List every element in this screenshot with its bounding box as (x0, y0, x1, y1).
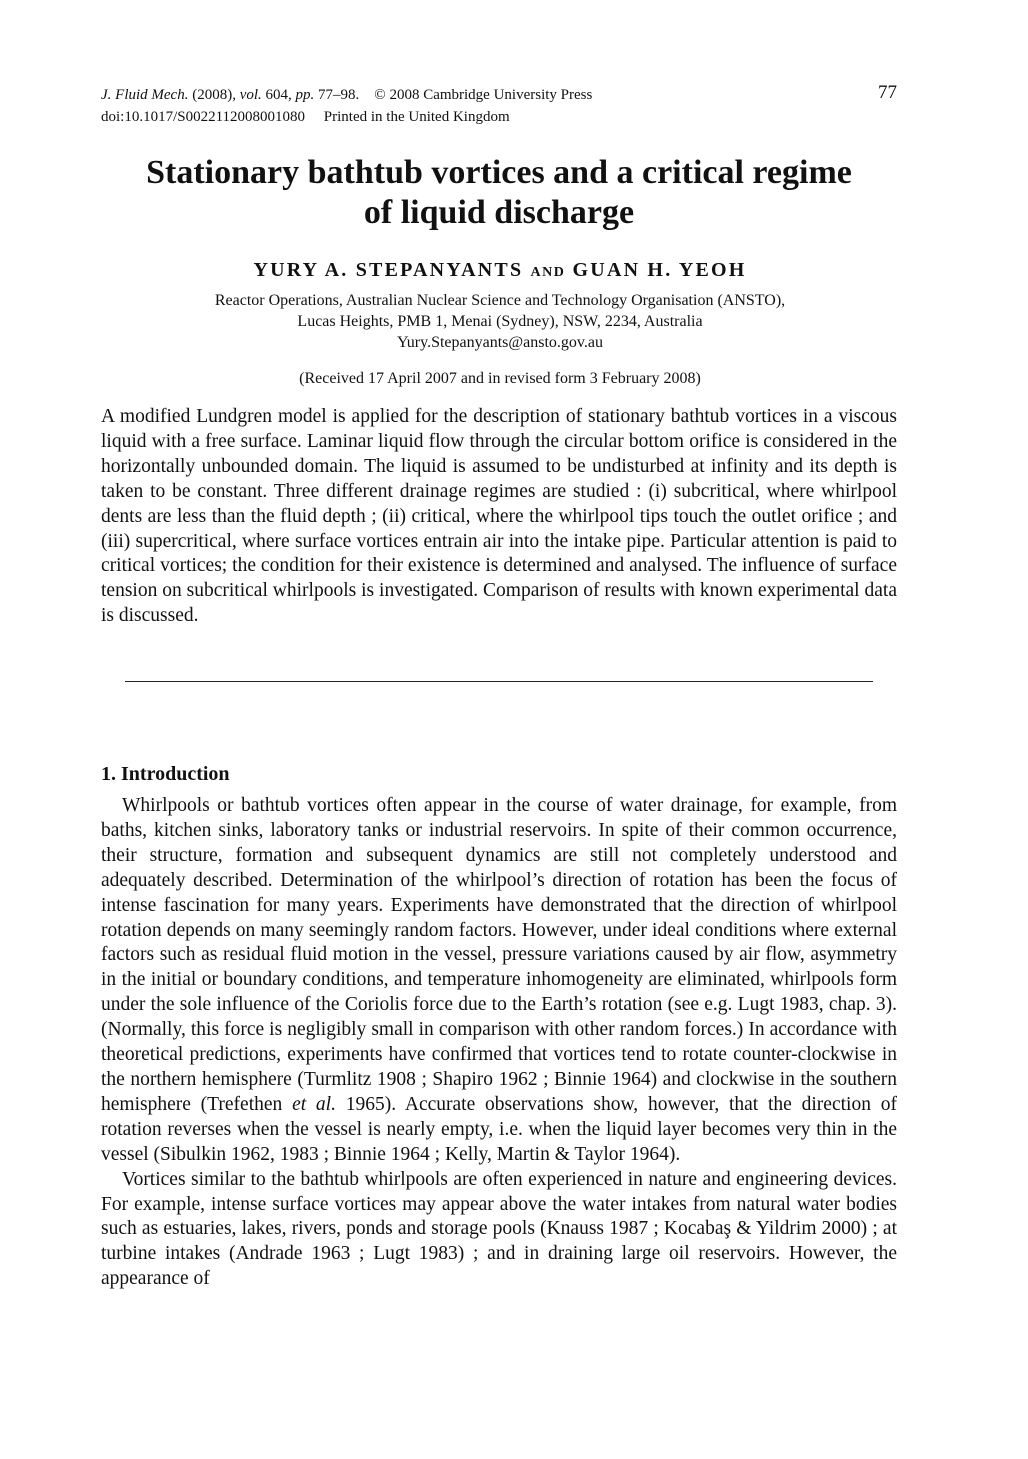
doi-line (101, 106, 899, 128)
paragraph-1-part-2: 1965). Accurate observations show, however, that the direction of rotation reverses when the vessel is nearly empty, i.e. when the liquid layer becomes very thin in the vessel (Sibulkin 1962, 1983 ; Binnie 1964 ; Kelly, Martin & Taylor 1964). (101, 1093, 897, 1165)
title-line-2: of liquid discharge (363, 194, 635, 231)
pp-label: pp. (295, 87, 315, 103)
vol-label: vol. (239, 87, 262, 103)
affiliation-line-2: Lucas Heights, PMB 1, Menai (Sydney), NSW, 2234, Australia (297, 313, 703, 330)
abstract: A modified Lundgren model is applied for the description of stationary bathtub vortices in a viscous liquid with a free surface. Laminar liquid flow through the circular bottom orifice is considered in the horizontally unbounded domain. The liquid is assumed to be undisturbed at infinity and its depth is taken to be constant. Three different drainage regimes are studied : (i) subcritical, where whirlpool dents are less than the fluid depth ; (ii) critical, where the whirlpool tips touch the outlet orifice ; and (iii) supercritical, where surface vortices entrain air into the intake pipe. Particular attention is paid to critical vortices; the condition for their existence is determined and analysed. The influence of surface tension on subcritical whirlpools is investigated. Comparison of results with known experimental data is discussed. (101, 406, 897, 627)
section-heading: 1. Introduction (101, 763, 230, 785)
paper-title (70, 153, 928, 233)
page-number: 77 (878, 82, 897, 103)
journal-header (101, 84, 899, 128)
abstract-divider (125, 681, 873, 682)
citation-line (101, 84, 899, 106)
authors-and: AND (530, 265, 566, 280)
paragraph-1 (101, 794, 897, 1168)
author-2: GUAN H. YEOH (572, 259, 747, 281)
author-1: YURY A. STEPANYANTS (253, 259, 524, 281)
volume: 604, (265, 87, 292, 103)
received-dates: (Received 17 April 2007 and in revised form 3 February 2008) (299, 370, 701, 387)
page-range: 77–98. (318, 87, 360, 103)
printed-note: Printed in the United Kingdom (323, 109, 510, 125)
author-email: Yury.Stepanyants@ansto.gov.au (397, 334, 603, 351)
journal-year: (2008), (192, 87, 236, 103)
paragraph-1-part-1: Whirlpools or bathtub vortices often appear in the course of water drainage, for example, from baths, kitchen sinks, laboratory tanks or industrial reservoirs. In spite of their common occurrence, their structure, formation and subsequent dynamics are still not completely understood and adequately described. Determination of the whirlpool’s direction of rotation has been the focus of intense fascination for many years. Experiments have demonstrated that the direction of whirlpool rotation depends on many seemingly random factors. However, under ideal conditions where external factors such as residual fluid motion in the vessel, pressure variations caused by air flow, asymmetry in the initial or boundary conditions, and temperature inhomogeneity are eliminated, whirlpools form under the sole influence of the Coriolis force due to the Earth’s rotation (see e.g. Lugt 1983, chap. 3). (Normally, this force is negligibly small in comparison with other random forces.) In accordance with theoretical predictions, experiments have confirmed that vortices tend to rotate counter-clockwise in the northern hemisphere (Turmlitz 1908 ; Shapiro 1962 ; Binnie 1964) and clockwise in the southern hemisphere (Trefethen (101, 795, 897, 1115)
journal-name: J. Fluid Mech. (101, 87, 189, 103)
body-text (101, 794, 897, 1292)
authors (0, 259, 1000, 282)
title-line-1: Stationary bathtub vortices and a critical regime (146, 154, 852, 191)
affiliation-line-1: Reactor Operations, Australian Nuclear Science and Technology Organisation (ANSTO), (214, 292, 786, 309)
paragraph-2: Vortices similar to the bathtub whirlpools are often experienced in nature and engineering devices. For example, intense surface vortices may appear above the water intakes from natural water bodies such as estuaries, lakes, rivers, ponds and storage pools (Knauss 1987 ; Kocabaş & Yildrim 2000) ; at turbine intakes (Andrade 1963 ; Lugt 1983) ; and in draining large oil reservoirs. However, the appearance of (101, 1168, 897, 1290)
affiliation (0, 290, 1000, 353)
et-al: et al. (292, 1093, 336, 1115)
copyright: © 2008 Cambridge University Press (374, 87, 593, 103)
doi: doi:10.1017/S0022112008001080 (101, 109, 306, 125)
